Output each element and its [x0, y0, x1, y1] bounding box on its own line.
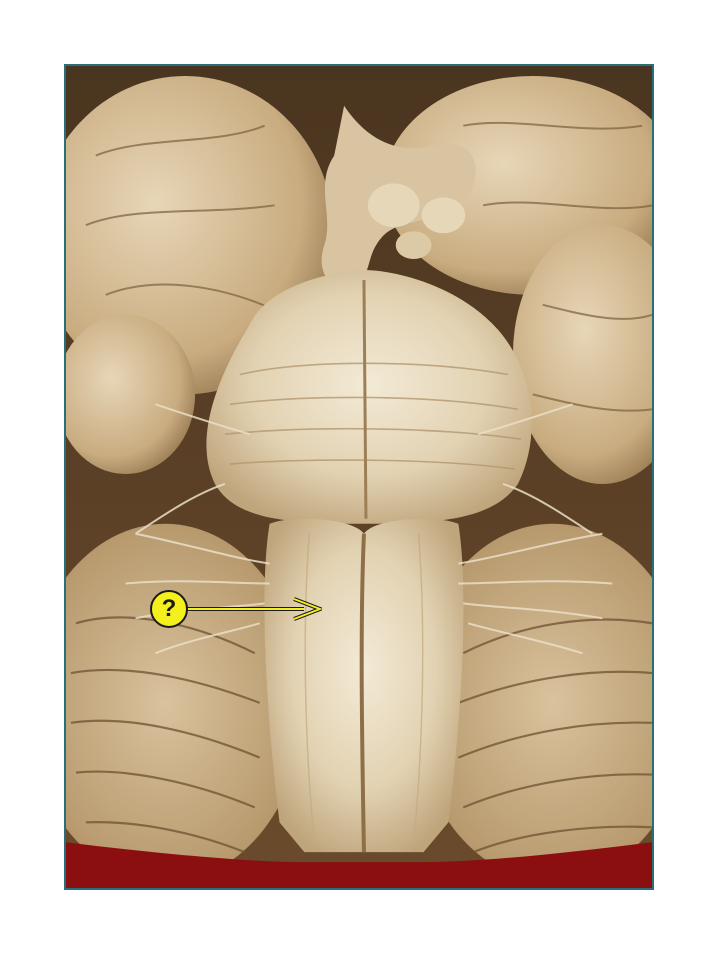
question-mark-badge-icon: [150, 590, 188, 628]
specimen-photo: [64, 64, 654, 890]
specimen-photo-illustration: [66, 66, 652, 888]
pointer-arrow-icon: [186, 596, 322, 622]
question-mark-label: ?: [161, 595, 177, 622]
